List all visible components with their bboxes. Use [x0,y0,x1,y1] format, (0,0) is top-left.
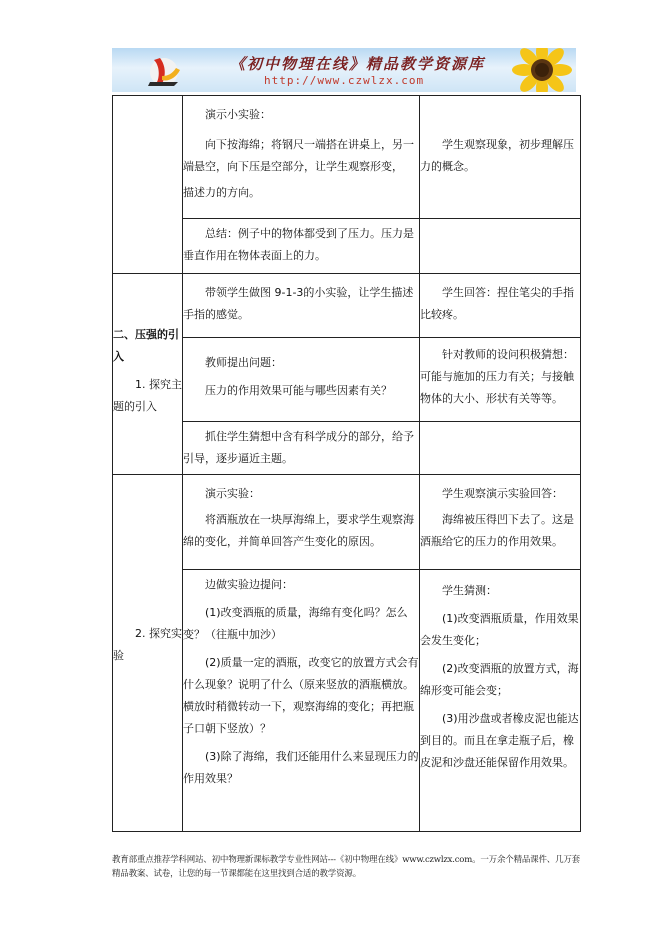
cell-demo-small [183,96,420,219]
header-banner [112,48,576,92]
cell-question-student [420,338,581,422]
guess-a3: (3)用沙盘或者橡皮泥也能达到目的。而且在拿走瓶子后，橡皮泥和沙盘还能保留作用效果。 [420,712,579,769]
question-text: 压力的作用效果可能与哪些因素有关？ [205,384,392,397]
table-row [113,422,581,475]
demo-small-student: 学生观察现象，初步理解压力的概念。 [420,138,574,173]
cell-guide [183,422,420,475]
ask-q2: (2)质量一定的酒瓶，改变它的放置方式会有什么现象？说明了什么（原来竖放的酒瓶横放。横放时稍微转动一下，观察海绵的变化；再把瓶子口朝下竖放）？ [183,656,419,735]
cell-ask [183,570,420,832]
question-student: 针对教师的设问积极猜想：可能与施加的压力有关；与接触物体的大小、形状有关等等。 [420,348,574,405]
table-row [113,219,581,274]
cell-guess [420,570,581,832]
cell-section2 [113,274,183,475]
cell-experiment-label [113,475,183,832]
guess-a1: (1)改变酒瓶质量，作用效果会发生变化； [420,612,579,647]
guide-text: 抓住学生猜想中含有科学成分的部分，给予引导，逐步逼近主题。 [183,430,414,465]
ask-title: 边做实验边提问： [205,578,293,591]
banner-title: 《初中物理在线》精品教学资源库 [230,55,486,73]
demo-small-title: 演示小实验： [205,108,271,121]
demo-text: 将酒瓶放在一块厚海绵上，要求学生观察海绵的变化，并简单回答产生变化的原因。 [183,513,414,548]
cell-lead [183,274,420,338]
sunflower-icon [512,48,572,92]
banner-url[interactable]: http://www.czwlzx.com [264,74,425,87]
guess-a2: (2)改变酒瓶的放置方式，海绵形变可能会变； [420,662,579,697]
demo-student-title: 学生观察演示实验回答： [442,487,563,500]
cell-empty [420,422,581,475]
summary-text: 总结：例子中的物体都受到了压力。压力是垂直作用在物体表面上的力。 [183,227,414,262]
lead-student: 学生回答：捏住笔尖的手指比较疼。 [420,286,574,321]
cell-demo-student [420,475,581,570]
page-footer: 教育部重点推荐学科网站、初中物理新课标教学专业性网站---《初中物理在线》www.czwlzx.com。一万余个精品课件、几万套精品教案、试卷，让您的每一节课都能在这里找到合适的教学资源。 [112,855,580,879]
lead-text: 带领学生做图 9-1-3的小实验，让学生描述手指的感觉。 [183,286,414,321]
section2-subtitle: 1. 探究主题的引入 [113,378,182,413]
table-row [113,96,581,219]
cell-summary [183,219,420,274]
ask-q1: (1)改变酒瓶的质量，海绵有变化吗？怎么变？（往瓶中加沙） [183,606,408,641]
cell-empty [113,96,183,274]
cell-demo [183,475,420,570]
cell-question [183,338,420,422]
table-row [113,274,581,338]
demo-student-text: 海绵被压得凹下去了。这是酒瓶给它的压力的作用效果。 [420,513,574,548]
site-logo-icon [144,52,184,88]
demo-title: 演示实验： [205,487,260,500]
lesson-table [112,95,581,832]
table-row [113,570,581,832]
cell-demo-small-student [420,96,581,219]
section2-title: 二、压强的引入 [113,328,179,363]
demo-small-text: 向下按海绵；将钢尺一端搭在讲桌上，另一端悬空，向下压是空部分，让学生观察形变， [183,138,414,173]
table-row [113,475,581,570]
question-title: 教师提出问题： [205,356,282,369]
guess-title: 学生猜测： [442,584,497,597]
experiment-label: 2. 探究实验 [113,627,182,662]
demo-small-text-end: 描述力的方向。 [183,186,260,199]
ask-q3: (3)除了海绵，我们还能用什么来显现压力的作用效果？ [183,750,419,785]
cell-lead-student [420,274,581,338]
cell-empty [420,219,581,274]
table-row [113,338,581,422]
